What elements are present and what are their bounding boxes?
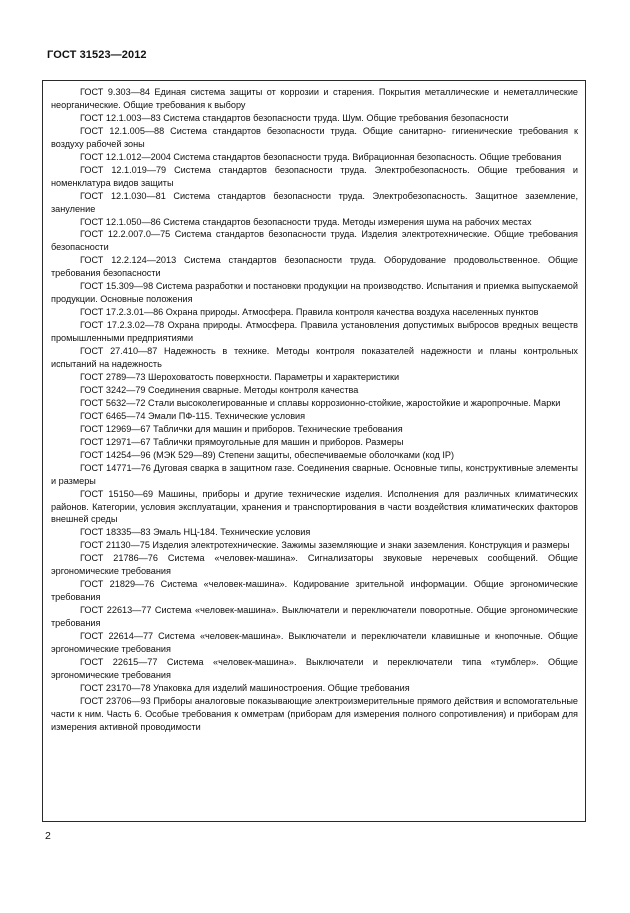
reference-item: ГОСТ 21829—76 Система «человек-машина». Кодирование зрительной информации. Общие эргономические требования bbox=[51, 579, 578, 603]
reference-item: ГОСТ 18335—83 Эмаль НЦ-184. Технические условия bbox=[80, 527, 311, 538]
reference-item: ГОСТ 6465—74 Эмали ПФ-115. Технические условия bbox=[80, 410, 306, 421]
page-number: 2 bbox=[45, 830, 51, 842]
reference-item: ГОСТ 14771—76 Дуговая сварка в защитном газе. Соединения сварные. Основные типы, конструктивные элементы и размеры bbox=[51, 462, 578, 486]
reference-item: ГОСТ 12.2.007.0—75 Система стандартов безопасности труда. Изделия электротехнические. Общие требования безопасности bbox=[51, 229, 578, 253]
reference-item: ГОСТ 23706—93 Приборы аналоговые показывающие электроизмерительные прямого действия и вспомогательные части к ним. Часть 6. Особые требования к омметрам (приборам для измерения полного сопротивления) и приборам для измерения активной проводимости bbox=[51, 695, 578, 732]
reference-item: ГОСТ 12.1.030—81 Система стандартов безопасности труда. Электробезопасность. Защитное заземление, зануление bbox=[51, 190, 578, 214]
reference-item: ГОСТ 12969—67 Таблички для машин и приборов. Технические требования bbox=[80, 423, 403, 434]
reference-item: ГОСТ 12.1.012—2004 Система стандартов безопасности труда. Вибрационная безопасность. Общие требования bbox=[80, 151, 562, 162]
reference-item: ГОСТ 22613—77 Система «человек-машина». Выключатели и переключатели поворотные. Общие эргономические требования bbox=[51, 605, 578, 629]
reference-item: ГОСТ 12.1.019—79 Система стандартов безопасности труда. Электробезопасность. Общие требования и номенклатура видов защиты bbox=[51, 164, 578, 188]
reference-item: ГОСТ 22615—77 Система «человек-машина». Выключатели и переключатели типа «тумблер». Общие эргономические требования bbox=[51, 656, 578, 680]
reference-item: ГОСТ 21786—76 Система «человек-машина». Сигнализаторы звуковые неречевых сообщений. Общие эргономические требования bbox=[51, 553, 578, 577]
reference-item: ГОСТ 12.2.124—2013 Система стандартов безопасности труда. Оборудование продовольственное. Общие требования безопасности bbox=[51, 255, 578, 279]
reference-item: ГОСТ 27.410—87 Надежность в технике. Методы контроля показателей надежности и планы контрольных испытаний на надежность bbox=[51, 346, 578, 370]
reference-item: ГОСТ 12971—67 Таблички прямоугольные для машин и приборов. Размеры bbox=[80, 436, 404, 447]
reference-item: ГОСТ 23170—78 Упаковка для изделий машиностроения. Общие требования bbox=[80, 682, 410, 693]
reference-item: ГОСТ 12.1.050—86 Система стандартов безопасности труда. Методы измерения шума на рабочих местах bbox=[80, 216, 532, 227]
reference-item: ГОСТ 21130—75 Изделия электротехнические. Зажимы заземляющие и знаки заземления. Конструкция и размеры bbox=[80, 540, 570, 551]
reference-item: ГОСТ 3242—79 Соединения сварные. Методы контроля качества bbox=[80, 384, 359, 395]
references-list bbox=[51, 86, 578, 734]
reference-item: ГОСТ 2789—73 Шероховатость поверхности. Параметры и характеристики bbox=[80, 371, 400, 382]
reference-item: ГОСТ 17.2.3.02—78 Охрана природы. Атмосфера. Правила установления допустимых выбросов вредных веществ промышленными предприятиями bbox=[51, 320, 578, 344]
reference-item: ГОСТ 12.1.005—88 Система стандартов безопасности труда. Общие санитарно- гигиенические требования к воздуху рабочей зоны bbox=[51, 125, 578, 149]
document-header: ГОСТ 31523—2012 bbox=[47, 49, 147, 61]
reference-item: ГОСТ 14254—96 (МЭК 529—89) Степени защиты, обеспечиваемые оболочками (код IP) bbox=[80, 449, 454, 460]
reference-item: ГОСТ 15150—69 Машины, приборы и другие технические изделия. Исполнения для различных климатических районов. Категории, условия эксплуатации, хранения и транспортирования в части воздействия климатических факторов внешней среды bbox=[51, 488, 578, 525]
reference-item: ГОСТ 5632—72 Стали высоколегированные и сплавы коррозионно-стойкие, жаростойкие и жаропрочные. Марки bbox=[80, 397, 561, 408]
reference-item: ГОСТ 17.2.3.01—86 Охрана природы. Атмосфера. Правила контроля качества воздуха населенных пунктов bbox=[80, 307, 539, 318]
reference-item: ГОСТ 22614—77 Система «человек-машина». Выключатели и переключатели клавишные и кнопочные. Общие эргономические требования bbox=[51, 631, 578, 654]
reference-item: ГОСТ 12.1.003—83 Система стандартов безопасности труда. Шум. Общие требования безопасности bbox=[80, 112, 509, 123]
reference-item: ГОСТ 9.303—84 Единая система защиты от коррозии и старения. Покрытия металлические и неметаллические неорганические. Общие требования к выбору bbox=[51, 87, 578, 110]
reference-item: ГОСТ 15.309—98 Система разработки и постановки продукции на производство. Испытания и приемка выпускаемой продукции. Основные положения bbox=[51, 281, 578, 305]
